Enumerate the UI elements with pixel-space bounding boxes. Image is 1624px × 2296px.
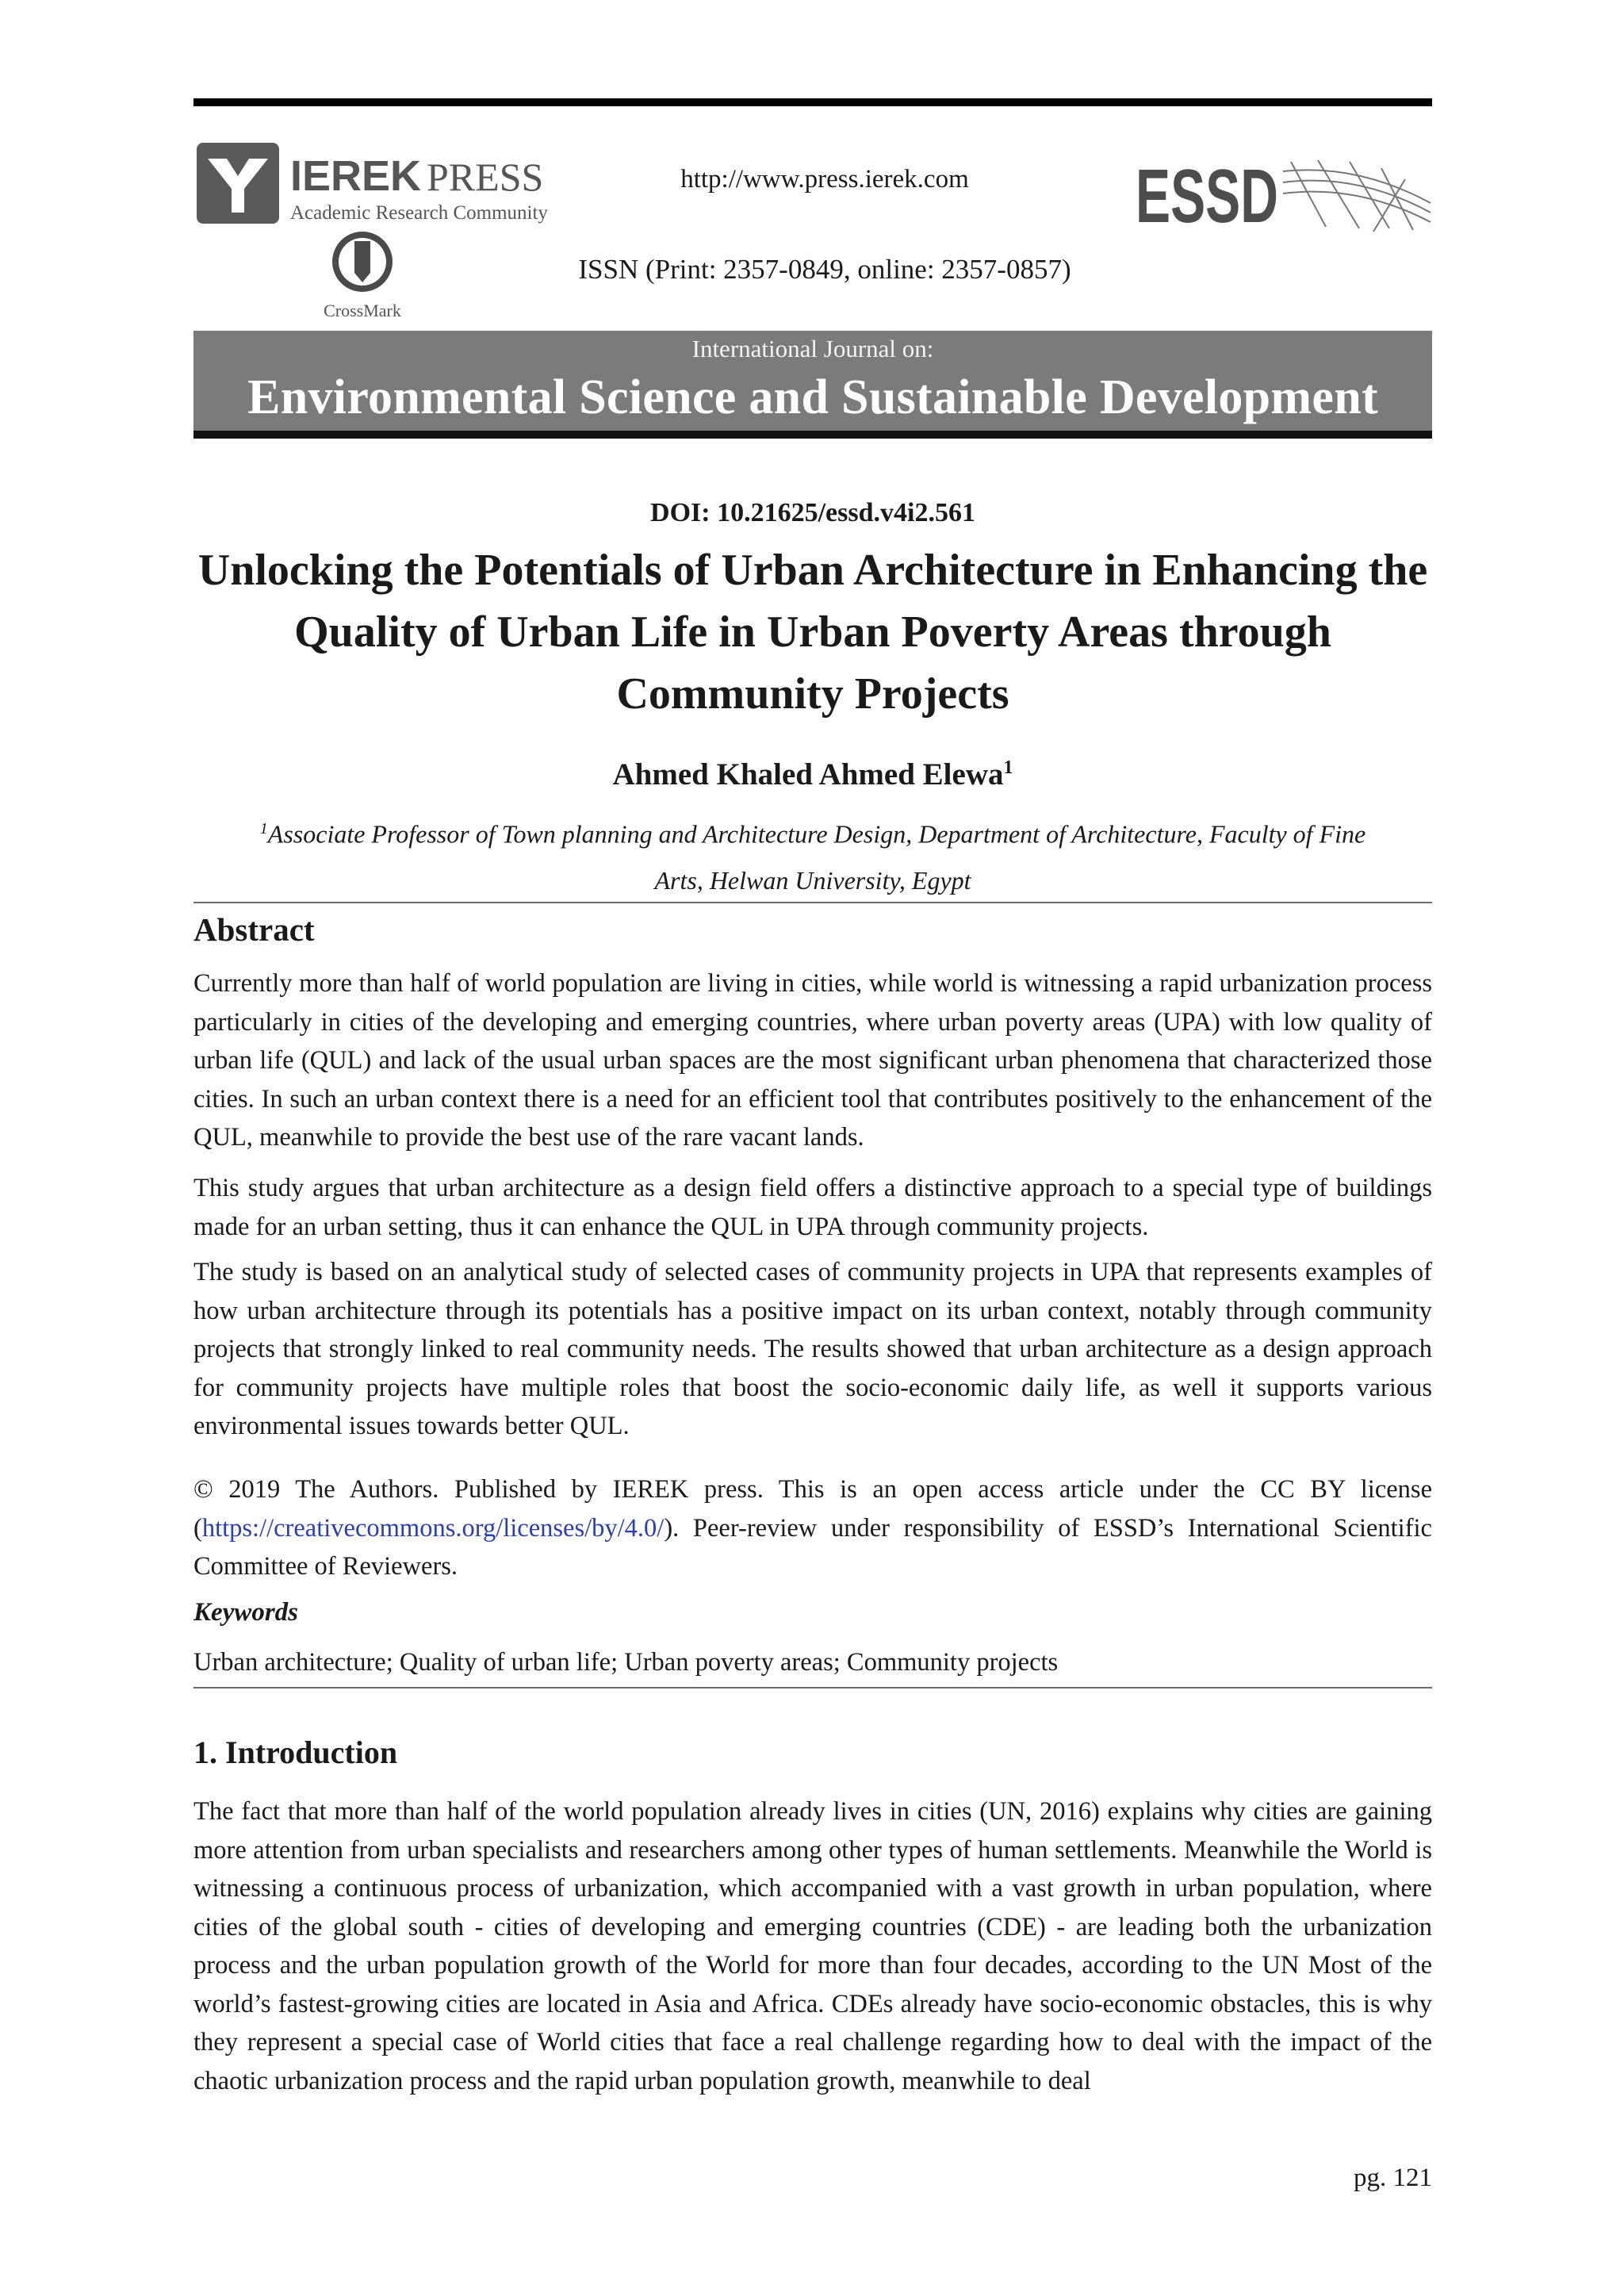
journal-prefix: International Journal on: (691, 335, 934, 362)
abstract-paragraph: The study is based on an analytical study of selected cases of community projects in UPA that represents examples of how urban architecture through its potentials has a positive impact on its urban context, notably through community projects that strongly linked to real community needs. The results showed that urban architecture as a design approach for community projects have multiple roles that boost the socio-economic daily life, as well it supports various environmental issues towards better QUL. (193, 1258, 1432, 1440)
ierek-press-logo[interactable] (197, 141, 563, 230)
author-name: Ahmed Khaled Ahmed Elewa (612, 757, 1004, 792)
issn: ISSN (Print: 2357-0849, online: 2357-0857) (578, 254, 1071, 285)
title-line: Quality of Urban Life in Urban Poverty Areas through (294, 608, 1331, 657)
license-text: ). Peer-review under responsibility of ESSD’s International Scientific Committee of Reviewers. (193, 1513, 1432, 1581)
keywords-list: Urban architecture; Quality of urban life; Urban poverty areas; Community projects (193, 1648, 1059, 1677)
doi: DOI: 10.21625/essd.v4i2.561 (650, 498, 975, 527)
author-affil-marker: 1 (1003, 757, 1013, 778)
keywords-heading: Keywords (193, 1598, 298, 1627)
abstract-paragraph: Currently more than half of world population are living in cities, while world is witnessing a rapid urbanization process particularly in cities of the developing and emerging countries, where urban poverty areas (UPA) with low quality of urban life (QUL) and lack of the usual urban spaces are the most significant urban phenomena that characterized those cities. In such an urban context there is a need for an efficient tool that contributes positively to the enhancement of the QUL, meanwhile to provide the best use of the rare vacant lands. (193, 969, 1432, 1152)
title-line: Community Projects (616, 669, 1009, 719)
svg-text:PRESS: PRESS (427, 155, 544, 199)
keywords-bottom-rule (193, 1687, 1432, 1688)
top-rule (193, 98, 1432, 106)
license-statement (193, 1470, 1432, 1586)
journal-banner-underline (193, 431, 1432, 439)
affiliation-line: Arts, Helwan University, Egypt (654, 865, 971, 895)
affiliation-line: Associate Professor of Town planning and Architecture Design, Department of Architecture, Faculty of Fine (267, 819, 1366, 849)
svg-text:ESSD: ESSD (1136, 155, 1278, 233)
svg-text:Academic Research Community: Academic Research Community (290, 202, 548, 224)
abstract-heading: Abstract (193, 911, 315, 948)
paper-title (193, 539, 1432, 725)
svg-text:IEREK: IEREK (290, 152, 422, 200)
author (193, 757, 1432, 792)
affiliation-marker: 1 (259, 820, 268, 838)
publisher-url[interactable]: http://www.press.ierek.com (680, 165, 969, 194)
abstract-paragraph: This study argues that urban architecture as a design field offers a distinctive approach to a special type of buildings made for an urban setting, thus it can enhance the QUL in UPA through community projects. (193, 1174, 1432, 1241)
page-number: pg. 121 (1354, 2164, 1432, 2192)
license-text: © 2019 The Authors. Published by IEREK press. This is an open access article under the CC BY license ( (193, 1475, 1432, 1543)
affiliation (193, 806, 1432, 903)
abstract-top-rule (193, 902, 1432, 903)
title-line: Unlocking the Potentials of Urban Architecture in Enhancing the (197, 546, 1428, 595)
introduction-paragraph: The fact that more than half of the world population already lives in cities (UN, 2016) explains why cities are gaining more attention from urban specialists and researchers among other types of human settlements. Meanwhile the World is witnessing a continuous process of urbanization, which accompanied with a vast growth in urban population, where cities of the global south - cities of developing and emerging countries (CDE) - are leading both the urbanization process and the urban population growth of the World for more than four decades, according to the UN Most of the world’s fastest-growing cities are located in Asia and Africa. CDEs already have socio-economic obstacles, this is why they represent a special case of World cities that face a real challenge regarding how to deal with the impact of the chaotic urbanization process and the rapid urban population growth, meanwhile to deal (193, 1797, 1432, 2095)
crossmark-logo[interactable] (311, 230, 414, 321)
journal-name: Environmental Science and Sustainable Development (247, 370, 1378, 424)
crossmark-label: CrossMark (324, 301, 401, 320)
license-link[interactable]: https://creativecommons.org/licenses/by/4.0/ (201, 1513, 665, 1543)
essd-logo[interactable] (1136, 155, 1432, 233)
section-heading-introduction: 1. Introduction (193, 1734, 398, 1770)
